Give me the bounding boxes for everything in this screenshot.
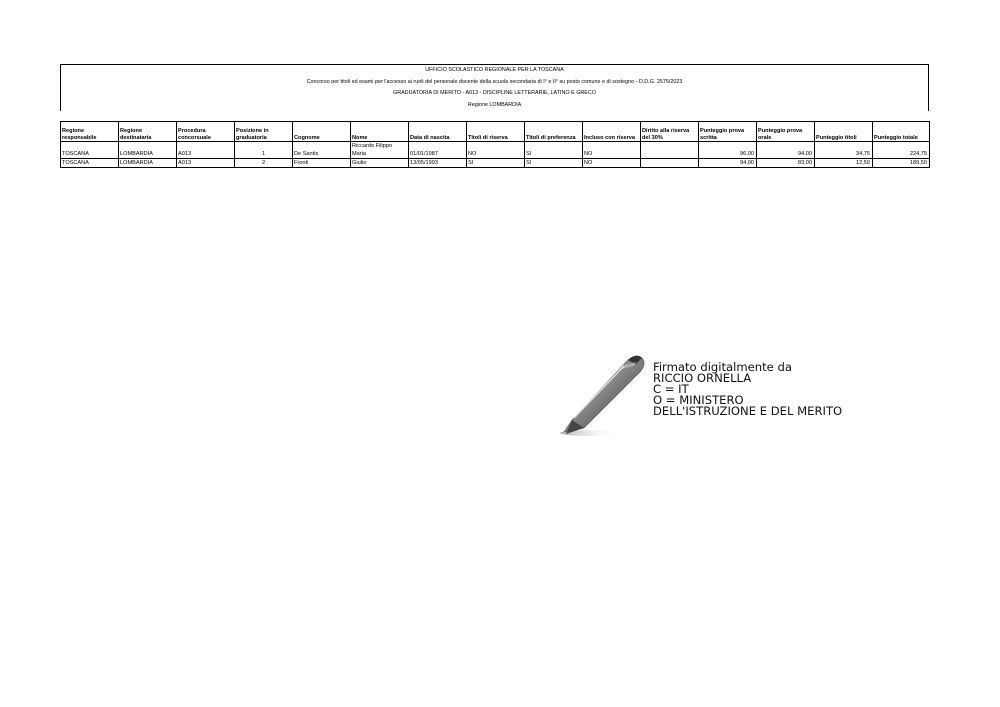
col-header: Titoli di preferenza — [525, 122, 583, 142]
col-header: Regione responsabile — [61, 122, 119, 142]
signature-line: Firmato digitalmente da — [653, 360, 792, 374]
cell-procedura: A013 — [177, 159, 235, 168]
cell-incluso-riserva: NO — [583, 142, 641, 159]
col-header: Punteggio totale — [873, 122, 930, 142]
cell-posizione: 2 — [235, 159, 293, 168]
table-row — [61, 159, 930, 168]
cell-data-nascita: 01/01/1987 — [409, 142, 467, 159]
region-label: Regione LOMBARDIA — [467, 101, 522, 108]
office-title: UFFICIO SCOLASTICO REGIONALE PER LA TOSCANA — [425, 67, 564, 74]
cell-procedura: A013 — [177, 142, 235, 159]
cell-titoli-preferenza: SI — [525, 142, 583, 159]
col-header: Punteggio titoli — [815, 122, 873, 142]
cell-nome: Giulio — [351, 159, 409, 168]
ranking-title: GRADUATORIA DI MERITO - A013 - DISCIPLINE LETTERARIE, LATINO E GRECO — [393, 90, 596, 97]
col-header: Diritto alla riserva del 30% — [641, 122, 699, 142]
signer-name: RICCIO ORNELLA — [653, 371, 752, 385]
cell-prova-orale: 83,00 — [757, 159, 815, 168]
ranking-table — [60, 121, 930, 168]
cell-diritto-riserva — [641, 159, 699, 168]
cell-regione-destinataria: LOMBARDIA — [119, 159, 177, 168]
col-header: Data di nascita — [409, 122, 467, 142]
document-header — [60, 64, 929, 111]
col-header: Posizione in graduatoria — [235, 122, 293, 142]
col-header: Punteggio prova scritta — [699, 122, 757, 142]
cell-prova-orale: 94,00 — [757, 142, 815, 159]
signature-country: C = IT — [653, 382, 689, 396]
col-header: Cognome — [293, 122, 351, 142]
cell-punteggio-titoli: 34,75 — [815, 142, 873, 159]
cell-cognome: De Santis — [293, 142, 351, 159]
signature-text — [653, 362, 842, 417]
cell-prova-scritta: 96,00 — [699, 142, 757, 159]
cell-titoli-preferenza: SI — [525, 159, 583, 168]
col-header: Titoli di riserva — [467, 122, 525, 142]
cell-punteggio-totale: 224,75 — [873, 142, 930, 159]
cell-regione-responsabile: TOSCANA — [61, 159, 119, 168]
col-header: Procedura concorsuale — [177, 122, 235, 142]
col-header: Regione destinataria — [119, 122, 177, 142]
cell-punteggio-totale: 189,50 — [873, 159, 930, 168]
cell-posizione: 1 — [235, 142, 293, 159]
table-header-row — [61, 122, 930, 142]
cell-data-nascita: 13/05/1993 — [409, 159, 467, 168]
col-header: Incluso con riserva — [583, 122, 641, 142]
pen-icon — [558, 350, 658, 440]
cell-regione-responsabile: TOSCANA — [61, 142, 119, 159]
table-row — [61, 142, 930, 159]
cell-punteggio-titoli: 12,50 — [815, 159, 873, 168]
cell-titoli-riserva: NO — [467, 142, 525, 159]
col-header: Nome — [351, 122, 409, 142]
cell-cognome: Fronti — [293, 159, 351, 168]
cell-incluso-riserva: NO — [583, 159, 641, 168]
cell-regione-destinataria: LOMBARDIA — [119, 142, 177, 159]
cell-prova-scritta: 94,00 — [699, 159, 757, 168]
col-header: Punteggio prova orale — [757, 122, 815, 142]
cell-diritto-riserva — [641, 142, 699, 159]
cell-titoli-riserva: SI — [467, 159, 525, 168]
competition-description: Concorso per titoli ed esami per l'accesso ai ruoli del personale docente della scuola secondaria di I° e II° su posto comune e di sostegno - D.D.G. 2575/2023 — [306, 78, 683, 85]
signature-organization: O = MINISTERO — [653, 393, 744, 407]
cell-nome: Riccardo Filippo Maria — [351, 142, 409, 159]
signature-organization-cont: DELL'ISTRUZIONE E DEL MERITO — [653, 404, 843, 418]
